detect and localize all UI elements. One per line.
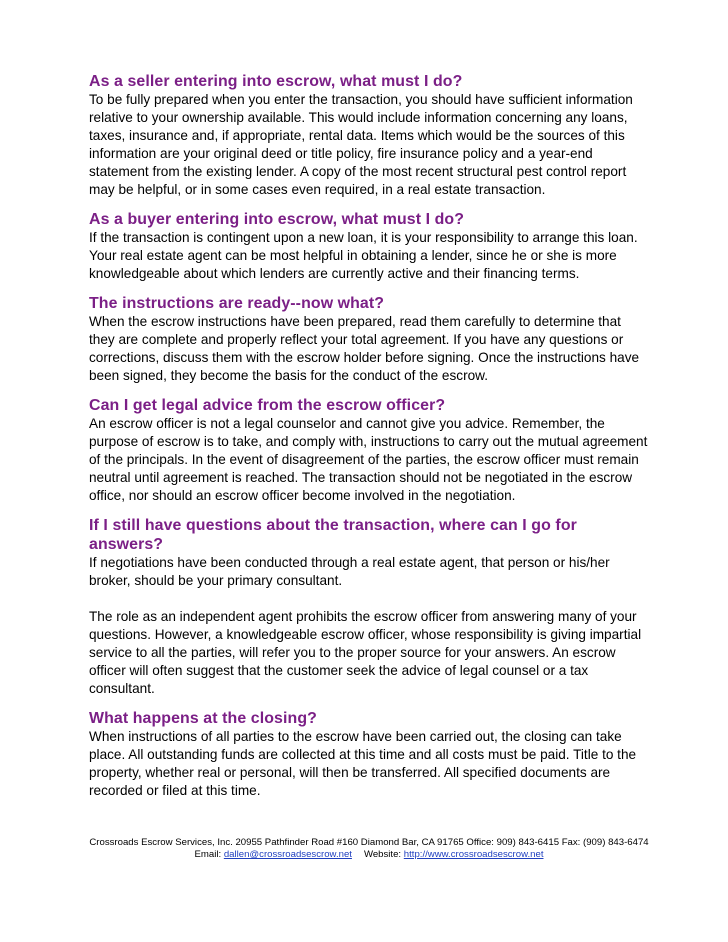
section-buyer (89, 210, 649, 283)
footer-website-link[interactable]: http://www.crossroadsescrow.net (403, 849, 544, 860)
section-questions (89, 516, 649, 698)
footer-email-label: Email: (194, 849, 224, 860)
document-body (89, 72, 649, 811)
footer-website-label: Website: (363, 849, 404, 860)
section-paragraph: The role as an independent agent prohibits the escrow officer from answering many of your questions. However, a knowledgeable escrow officer, whose responsibility is giving impartial service to all the parties, will refer you to the proper source for your answers. An escrow officer will often suggest that the customer seek the advice of legal counsel or a tax consultant. (89, 609, 642, 696)
section-heading: The instructions are ready--now what? (89, 295, 385, 312)
page-footer (89, 837, 649, 861)
footer-address: Crossroads Escrow Services, Inc. 20955 Pathfinder Road #160 Diamond Bar, CA 91765 Office: 909) 843-6415 Fax: (909) 843-6474 (89, 837, 649, 848)
section-seller (89, 72, 649, 199)
footer-contact-line (89, 849, 649, 861)
section-heading: As a seller entering into escrow, what must I do? (89, 73, 463, 90)
section-paragraph: If negotiations have been conducted through a real estate agent, that person or his/her broker, should be your primary consultant. (89, 555, 610, 588)
section-paragraph: If the transaction is contingent upon a new loan, it is your responsibility to arrange this loan. Your real estate agent can be most helpful in obtaining a lender, since he or she is more knowledgeable about which lenders are currently active and their financing terms. (89, 230, 638, 281)
section-instructions (89, 294, 649, 385)
section-heading: If I still have questions about the transaction, where can I go for answers? (89, 517, 577, 553)
section-closing (89, 709, 649, 800)
section-paragraph: To be fully prepared when you enter the transaction, you should have sufficient information relative to your ownership available. This would include information concerning any loans, taxes, insurance and, if appropriate, rental data. Items which would be the sources of this information are your original deed or title policy, fire insurance policy and a year-end statement from the existing lender. A copy of the most recent structural pest control report may be helpful, or in some cases even required, in a real estate transaction. (89, 92, 633, 197)
section-paragraph: When instructions of all parties to the escrow have been carried out, the closing can take place. All outstanding funds are collected at this time and all costs must be paid. Title to the property, whether real or personal, will then be transferred. All specified documents are recorded or filed at this time. (89, 729, 637, 798)
section-legal-advice (89, 396, 649, 505)
section-heading: As a buyer entering into escrow, what must I do? (89, 211, 465, 228)
section-heading: What happens at the closing? (89, 710, 317, 727)
section-paragraph: When the escrow instructions have been prepared, read them carefully to determine that they are complete and properly reflect your total agreement. If you have any questions or corrections, discuss them with the escrow holder before signing. Once the instructions have been signed, they become the basis for the conduct of the escrow. (89, 314, 640, 383)
section-paragraph: An escrow officer is not a legal counselor and cannot give you advice. Remember, the purpose of escrow is to take, and comply with, instructions to carry out the mutual agreement of the principals. In the event of disagreement of the parties, the escrow officer must remain neutral until agreement is reached. The transaction should not be negotiated in the escrow office, nor should an escrow officer become involved in the negotiation. (89, 416, 648, 503)
section-heading: Can I get legal advice from the escrow officer? (89, 397, 446, 414)
footer-email-link[interactable]: dallen@crossroadsescrow.net (223, 849, 352, 860)
